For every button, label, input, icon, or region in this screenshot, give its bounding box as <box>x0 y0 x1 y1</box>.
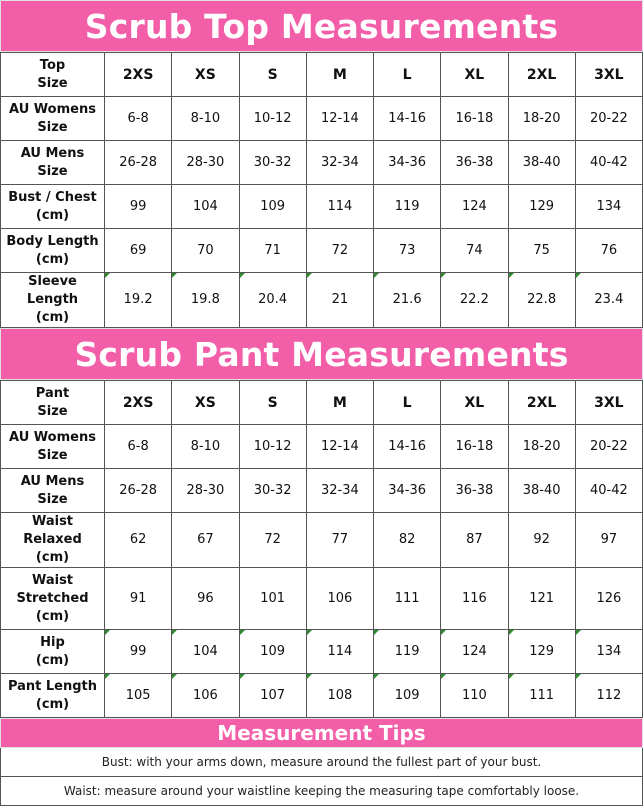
pant-size-header: XL <box>441 381 508 425</box>
table-cell: 104 <box>172 185 239 229</box>
table-cell: 6-8 <box>105 97 172 141</box>
table-row <box>1 97 643 141</box>
table-cell: 62 <box>105 513 172 568</box>
row-label: Sleeve Length (cm) <box>1 273 105 328</box>
row-label: AU Womens Size <box>1 425 105 469</box>
table-cell: 21.6 <box>374 273 441 328</box>
row-label: Pant Length (cm) <box>1 674 105 718</box>
table-cell: 110 <box>441 674 508 718</box>
top-header-row <box>1 53 643 97</box>
table-cell: 111 <box>508 674 575 718</box>
table-cell: 129 <box>508 185 575 229</box>
table-cell: 109 <box>374 674 441 718</box>
table-cell: 91 <box>105 568 172 630</box>
tip-bust <box>0 748 643 777</box>
table-cell: 20.4 <box>239 273 306 328</box>
table-row <box>1 630 643 674</box>
table-cell: 99 <box>105 185 172 229</box>
table-cell: 40-42 <box>575 469 642 513</box>
table-cell: 70 <box>172 229 239 273</box>
table-cell: 26-28 <box>105 141 172 185</box>
table-cell: 18-20 <box>508 97 575 141</box>
table-cell: 111 <box>374 568 441 630</box>
table-cell: 101 <box>239 568 306 630</box>
table-cell: 8-10 <box>172 425 239 469</box>
top-size-header: 3XL <box>575 53 642 97</box>
table-cell: 32-34 <box>306 141 373 185</box>
row-label: Hip (cm) <box>1 630 105 674</box>
table-cell: 121 <box>508 568 575 630</box>
table-cell: 96 <box>172 568 239 630</box>
table-cell: 10-12 <box>239 425 306 469</box>
pant-size-header-label: Pant Size <box>1 381 105 425</box>
tips-title-banner <box>0 718 643 748</box>
pant-size-header: S <box>239 381 306 425</box>
table-cell: 99 <box>105 630 172 674</box>
pant-size-header: 3XL <box>575 381 642 425</box>
pant-size-header: 2XS <box>105 381 172 425</box>
pant-size-header: L <box>374 381 441 425</box>
table-cell: 116 <box>441 568 508 630</box>
row-label: AU Mens Size <box>1 469 105 513</box>
table-cell: 19.2 <box>105 273 172 328</box>
table-cell: 114 <box>306 185 373 229</box>
table-cell: 28-30 <box>172 469 239 513</box>
tip-waist <box>0 777 643 806</box>
table-cell: 16-18 <box>441 425 508 469</box>
table-cell: 19.8 <box>172 273 239 328</box>
tip-bust-text: Bust: with your arms down, measure around the fullest part of your bust. <box>101 755 542 769</box>
row-label: Bust / Chest (cm) <box>1 185 105 229</box>
table-cell: 106 <box>172 674 239 718</box>
pant-size-header: XS <box>172 381 239 425</box>
table-cell: 8-10 <box>172 97 239 141</box>
table-cell: 97 <box>575 513 642 568</box>
top-size-header: XL <box>441 53 508 97</box>
table-cell: 124 <box>441 185 508 229</box>
table-cell: 38-40 <box>508 141 575 185</box>
row-label: Waist Relaxed (cm) <box>1 513 105 568</box>
table-cell: 36-38 <box>441 141 508 185</box>
top-size-header: 2XL <box>508 53 575 97</box>
table-cell: 10-12 <box>239 97 306 141</box>
table-cell: 105 <box>105 674 172 718</box>
table-cell: 119 <box>374 630 441 674</box>
top-title: Scrub Top Measurements <box>84 6 559 46</box>
top-size-header: M <box>306 53 373 97</box>
table-row <box>1 469 643 513</box>
top-size-header-label: Top Size <box>1 53 105 97</box>
table-cell: 134 <box>575 185 642 229</box>
table-cell: 72 <box>306 229 373 273</box>
table-row <box>1 513 643 568</box>
table-cell: 114 <box>306 630 373 674</box>
table-cell: 92 <box>508 513 575 568</box>
table-cell: 36-38 <box>441 469 508 513</box>
tips-title: Measurement Tips <box>217 721 426 745</box>
table-cell: 26-28 <box>105 469 172 513</box>
table-cell: 34-36 <box>374 469 441 513</box>
top-size-header: L <box>374 53 441 97</box>
pant-header-row <box>1 381 643 425</box>
table-cell: 40-42 <box>575 141 642 185</box>
table-cell: 71 <box>239 229 306 273</box>
table-cell: 30-32 <box>239 469 306 513</box>
table-cell: 77 <box>306 513 373 568</box>
table-cell: 14-16 <box>374 97 441 141</box>
table-cell: 28-30 <box>172 141 239 185</box>
table-cell: 134 <box>575 630 642 674</box>
table-cell: 20-22 <box>575 425 642 469</box>
table-cell: 126 <box>575 568 642 630</box>
table-cell: 67 <box>172 513 239 568</box>
table-cell: 32-34 <box>306 469 373 513</box>
table-row <box>1 568 643 630</box>
table-cell: 74 <box>441 229 508 273</box>
tip-waist-text: Waist: measure around your waistline keeping the measuring tape comfortably loose. <box>63 784 580 798</box>
table-row <box>1 425 643 469</box>
table-cell: 34-36 <box>374 141 441 185</box>
pant-title-banner <box>0 328 643 380</box>
table-cell: 119 <box>374 185 441 229</box>
table-cell: 22.2 <box>441 273 508 328</box>
table-cell: 18-20 <box>508 425 575 469</box>
table-cell: 104 <box>172 630 239 674</box>
table-cell: 69 <box>105 229 172 273</box>
table-cell: 12-14 <box>306 425 373 469</box>
table-cell: 14-16 <box>374 425 441 469</box>
top-title-banner <box>0 0 643 52</box>
table-cell: 73 <box>374 229 441 273</box>
row-label: Waist Stretched (cm) <box>1 568 105 630</box>
table-cell: 82 <box>374 513 441 568</box>
table-cell: 109 <box>239 630 306 674</box>
table-cell: 38-40 <box>508 469 575 513</box>
table-row <box>1 185 643 229</box>
table-cell: 21 <box>306 273 373 328</box>
table-cell: 23.4 <box>575 273 642 328</box>
row-label: AU Womens Size <box>1 97 105 141</box>
row-label: AU Mens Size <box>1 141 105 185</box>
table-cell: 124 <box>441 630 508 674</box>
table-cell: 20-22 <box>575 97 642 141</box>
table-cell: 76 <box>575 229 642 273</box>
top-size-header: 2XS <box>105 53 172 97</box>
table-cell: 112 <box>575 674 642 718</box>
table-cell: 75 <box>508 229 575 273</box>
top-size-table <box>0 52 643 328</box>
table-cell: 22.8 <box>508 273 575 328</box>
table-cell: 87 <box>441 513 508 568</box>
table-cell: 108 <box>306 674 373 718</box>
pant-size-table <box>0 380 643 718</box>
top-size-header: XS <box>172 53 239 97</box>
table-cell: 12-14 <box>306 97 373 141</box>
row-label: Body Length (cm) <box>1 229 105 273</box>
table-row <box>1 273 643 328</box>
top-size-header: S <box>239 53 306 97</box>
table-cell: 30-32 <box>239 141 306 185</box>
table-row <box>1 229 643 273</box>
table-cell: 107 <box>239 674 306 718</box>
pant-title: Scrub Pant Measurements <box>74 334 569 374</box>
table-cell: 129 <box>508 630 575 674</box>
pant-size-header: M <box>306 381 373 425</box>
table-cell: 72 <box>239 513 306 568</box>
table-row <box>1 674 643 718</box>
table-cell: 109 <box>239 185 306 229</box>
table-cell: 106 <box>306 568 373 630</box>
pant-size-header: 2XL <box>508 381 575 425</box>
table-row <box>1 141 643 185</box>
table-cell: 6-8 <box>105 425 172 469</box>
table-cell: 16-18 <box>441 97 508 141</box>
